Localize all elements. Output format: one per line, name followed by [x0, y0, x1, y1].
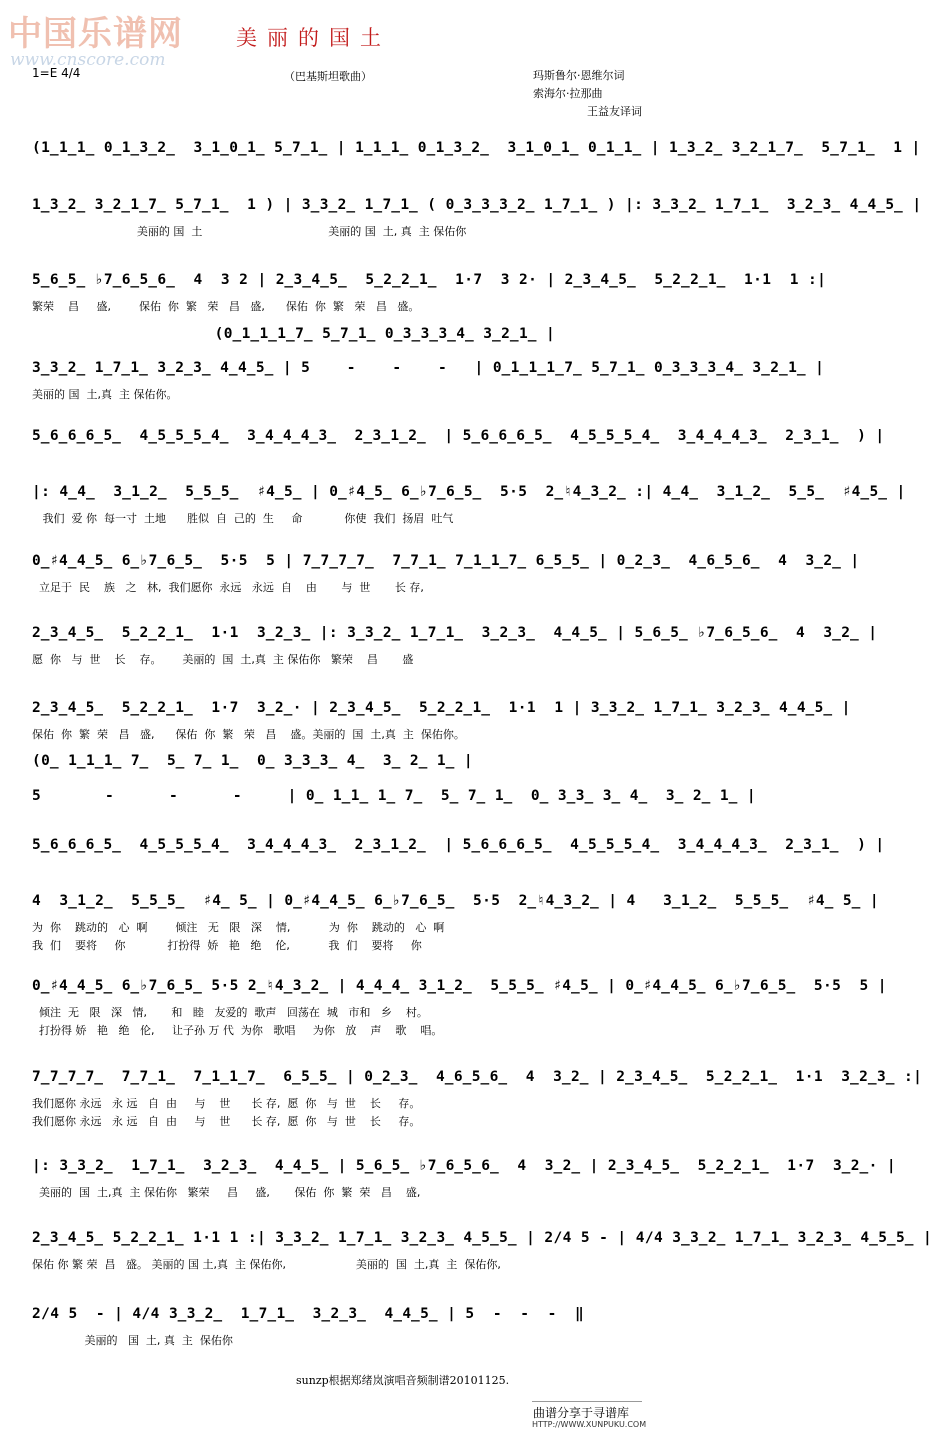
lyric-line: 倾注 无 限 深 情, 和 睦 友爱的 歌声 回荡在 城 市和 乡 村。 [32, 1006, 428, 1019]
notation-line: 5̲6̲6̲6̲5̲ 4̲5̲5̲5̲4̲ 3̲4̲4̲4̲3̲ 2̲3̲1̲2̲ | 5̲6̲6̲6̲5̲ 4̲5̲5̲5̲4̲ 3̲4̲4̲4̲3̲ 2̲3̲1̲ ) | [32, 428, 885, 444]
footer-url: HTTP://WWW.XUNPUKU.COM [532, 1420, 647, 1429]
translator-credit: 王益友译词 [587, 105, 642, 118]
notation-line: 1̲3̲2̲ 3̲2̲1̲7̲ 5̲7̲1̲ 1 ) | 3̲3̲2̲ 1̲7̲1̲ ( 0̲3̲3̲3̲2̲ 1̲7̲1̲ ) |: 3̲3̲2̲ 1̲7̲1̲ 3̲2̲3̲ 4̲4̲5̲ | [32, 197, 922, 213]
notation-line: (1̲1̲1̲ 0̲1̲3̲2̲ 3̲1̲0̲1̲ 5̲7̲1̲ | 1̲1̲1̲ 0̲1̲3̲2̲ 3̲1̲0̲1̲ 0̲1̲1̲ | 1̲3̲2̲ 3̲2̲1̲7̲ 5̲7̲1̲ 1 | [32, 140, 921, 156]
watermark-logo: 中国乐谱网 [8, 14, 183, 54]
notation-line: 2̲3̲4̲5̲ 5̲2̲2̲1̲ 1·7 3̲2̲· | 2̲3̲4̲5̲ 5̲2̲2̲1̲ 1·1 1 | 3̲3̲2̲ 1̲7̲1̲ 3̲2̲3̲ 4̲4̲5̲ | [32, 700, 851, 716]
notation-line: 4 3̲1̲2̲ 5̲5̲5̲ ♯4̲ 5̲ | 0̲♯4̲4̲5̲ 6̲♭7̲6̲5̲ 5·5 2̲♮4̲3̲2̲ | 4 3̲1̲2̲ 5̲5̲5̲ ♯4̲ 5̲ | [32, 893, 879, 909]
notation-line: 2̲3̲4̲5̲ 5̲2̲2̲1̲ 1·1 3̲2̲3̲ |: 3̲3̲2̲ 1̲7̲1̲ 3̲2̲3̲ 4̲4̲5̲ | 5̲6̲5̲ ♭7̲6̲5̲6̲ 4 3̲2̲ | [32, 625, 878, 641]
lyric-line: 美丽的 国 土 美丽的 国 土, 真 主 保佑你 [32, 225, 467, 238]
song-title: 美丽的国土 [236, 26, 391, 50]
lyric-line-2: 我 们 要将 你 打扮得 娇 艳 绝 伦, 我 们 要将 你 [32, 939, 422, 952]
notation-line: 5̲6̲6̲6̲5̲ 4̲5̲5̲5̲4̲ 3̲4̲4̲4̲3̲ 2̲3̲1̲2̲ | 5̲6̲6̲6̲5̲ 4̲5̲5̲5̲4̲ 3̲4̲4̲4̲3̲ 2̲3̲1̲ ) | [32, 837, 885, 853]
lyric-line: 繁荣 昌 盛, 保佑 你 繁 荣 昌 盛, 保佑 你 繁 荣 昌 盛。 [32, 300, 420, 313]
lyric-line: 美丽的 国 土, 真 主 保佑你 [32, 1334, 233, 1347]
notation-line: 0̲♯4̲4̲5̲ 6̲♭7̲6̲5̲ 5·5 5 | 7̲7̲7̲7̲ 7̲7̲1̲ 7̲1̲1̲7̲ 6̲5̲5̲ | 0̲2̲3̲ 4̲6̲5̲6̲ 4 3̲2̲ | [32, 553, 860, 569]
song-subtitle: （巴基斯坦歌曲） [284, 70, 372, 83]
footer-divider [532, 1401, 642, 1402]
notation-line: (0̲1̲1̲1̲7̲ 5̲7̲1̲ 0̲3̲3̲3̲4̲ 3̲2̲1̲ | [32, 326, 556, 342]
notation-line: 0̲♯4̲4̲5̲ 6̲♭7̲6̲5̲ 5·5 2̲♮4̲3̲2̲ | 4̲4̲4̲ 3̲1̲2̲ 5̲5̲5̲ ♯4̲5̲ | 0̲♯4̲4̲5̲ 6̲♭7̲6̲5̲ 5·5 5 | [32, 978, 887, 994]
lyricist-credit: 玛斯鲁尔·恩维尔词 [533, 69, 625, 82]
notation-line: (0̲ 1̲1̲1̲ 7̲ 5̲ 7̲ 1̲ 0̲ 3̲3̲3̲ 4̲ 3̲ 2̲ 1̲ | [32, 753, 473, 769]
lyric-line: 保佑 你 繁 荣 昌 盛, 保佑 你 繁 荣 昌 盛。美丽的 国 土,真 主 保佑你。 [32, 728, 465, 741]
lyric-line: 我们 爱 你 每一寸 土地 胜似 自 己的 生 命 你使 我们 扬眉 吐气 [32, 512, 454, 525]
notation-line: 5̲6̲5̲ ♭7̲6̲5̲6̲ 4 3 2 | 2̲3̲4̲5̲ 5̲2̲2̲1̲ 1·7 3 2· | 2̲3̲4̲5̲ 5̲2̲2̲1̲ 1·1 1 :| [32, 272, 827, 288]
lyric-line: 我们愿你 永远 永 远 自 由 与 世 长 存, 愿 你 与 世 长 存。 [32, 1097, 421, 1110]
transcriber-note: sunzp根据郑绪岚演唱音频制谱20101125. [296, 1374, 510, 1387]
notation-line: |: 4̲4̲ 3̲1̲2̲ 5̲5̲5̲ ♯4̲5̲ | 0̲♯4̲5̲ 6̲♭7̲6̲5̲ 5·5 2̲♮4̲3̲2̲ :| 4̲4̲ 3̲1̲2̲ 5̲5̲ ♯4̲5̲ | [32, 484, 906, 500]
lyric-line: 立足于 民 族 之 林, 我们愿你 永远 永远 自 由 与 世 长 存, [32, 581, 424, 594]
notation-line: |: 3̲3̲2̲ 1̲7̲1̲ 3̲2̲3̲ 4̲4̲5̲ | 5̲6̲5̲ ♭7̲6̲5̲6̲ 4 3̲2̲ | 2̲3̲4̲5̲ 5̲2̲2̲1̲ 1·7 3̲2̲· | [32, 1158, 897, 1174]
notation-line: 3̲3̲2̲ 1̲7̲1̲ 3̲2̲3̲ 4̲4̲5̲ | 5 - - - | 0̲1̲1̲1̲7̲ 5̲7̲1̲ 0̲3̲3̲3̲4̲ 3̲2̲1̲ | [32, 360, 825, 376]
lyric-line: 保佑 你 繁 荣 昌 盛。 美丽的 国 土,真 主 保佑你, 美丽的 国 土,真 主 保佑你, [32, 1258, 501, 1271]
lyric-line: 美丽的 国 土,真 主 保佑你。 [32, 388, 178, 401]
lyric-line-2: 打扮得 娇 艳 绝 伦, 让子孙 万 代 为你 歌唱 为你 放 声 歌 唱。 [32, 1024, 443, 1037]
lyric-line: 愿 你 与 世 长 存。 美丽的 国 土,真 主 保佑你 繁荣 昌 盛 [32, 653, 414, 666]
footer-site: 曲谱分享于寻谱库 [533, 1406, 630, 1420]
notation-line: 2/4 5 - | 4/4 3̲3̲2̲ 1̲7̲1̲ 3̲2̲3̲ 4̲4̲5̲ | 5 - - - ‖ [32, 1306, 585, 1322]
lyric-line: 美丽的 国 土,真 主 保佑你 繁荣 昌 盛, 保佑 你 繁 荣 昌 盛, [32, 1186, 421, 1199]
notation-line: 5 - - - | 0̲ 1̲1̲ 1̲ 7̲ 5̲ 7̲ 1̲ 0̲ 3̲3̲ 3̲ 4̲ 3̲ 2̲ 1̲ | [32, 788, 756, 804]
notation-line: 2̲3̲4̲5̲ 5̲2̲2̲1̲ 1·1 1 :| 3̲3̲2̲ 1̲7̲1̲ 3̲2̲3̲ 4̲5̲5̲ | 2/4 5 - | 4/4 3̲3̲2̲ 1̲7̲1̲ 3̲2̲3̲ 4̲5̲5̲ | [32, 1230, 932, 1246]
composer-credit: 索海尔·拉那曲 [533, 87, 603, 100]
lyric-line: 为 你 跳动的 心 啊 倾注 无 限 深 情, 为 你 跳动的 心 啊 [32, 921, 445, 934]
watermark-url: www.cnscore.com [10, 50, 166, 70]
notation-line: 7̲7̲7̲7̲ 7̲7̲1̲ 7̲1̲1̲7̲ 6̲5̲5̲ | 0̲2̲3̲ 4̲6̲5̲6̲ 4 3̲2̲ | 2̲3̲4̲5̲ 5̲2̲2̲1̲ 1·1 3̲2̲3̲ :| [32, 1069, 923, 1085]
lyric-line-2: 我们愿你 永远 永 远 自 由 与 世 长 存, 愿 你 与 世 长 存。 [32, 1115, 421, 1128]
key-signature: 1=E 4/4 [32, 66, 81, 80]
